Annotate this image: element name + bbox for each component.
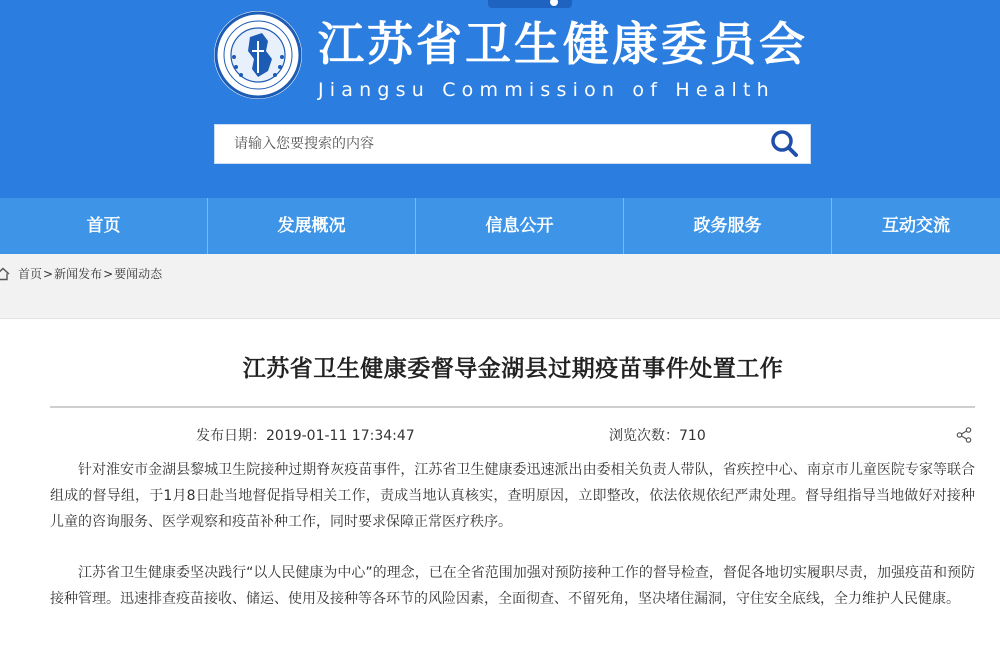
search-button[interactable] bbox=[768, 128, 802, 160]
card-divider bbox=[0, 318, 1000, 319]
breadcrumb-home[interactable]: 首页 bbox=[18, 267, 43, 281]
nav-item-overview[interactable]: 发展概况 bbox=[208, 198, 416, 254]
header-tab-decoration bbox=[488, 0, 572, 8]
nav-item-home[interactable]: 首页 bbox=[0, 198, 208, 254]
search-input[interactable] bbox=[215, 125, 755, 163]
jiangsu-health-emblem-icon[interactable] bbox=[214, 11, 302, 99]
publish-date: 发布日期：2019-01-11 17:34:47 bbox=[196, 428, 415, 444]
article-paragraph: 针对淮安市金湖县黎城卫生院接种过期脊灰疫苗事件，江苏省卫生健康委迅速派出由委相关负责人带队，省疾控中心、南京市儿童医院专家等联合组成的督导组，于1月8日赴当地督促指导相关工作，责成当地认真核实，查明原因，立即整改，依法依规依纪严肃处理。督导组指导当地做好对接种儿童的咨询服务、医学观察和疫苗补种工作，同时要求保障正常医疗秩序。 bbox=[50, 462, 975, 530]
share-icon[interactable] bbox=[955, 426, 973, 444]
site-header bbox=[0, 0, 1000, 198]
site-title: 江苏省卫生健康委员会 bbox=[318, 17, 808, 71]
view-count: 浏览次数：710 bbox=[609, 428, 706, 444]
search-bar bbox=[214, 124, 811, 164]
nav-item-interaction[interactable]: 互动交流 bbox=[882, 216, 950, 236]
site-subtitle: Jiangsu Commission of Health bbox=[318, 79, 775, 101]
breadcrumb-separator: > bbox=[103, 267, 114, 281]
breadcrumb bbox=[0, 265, 162, 283]
breadcrumb-bar bbox=[0, 254, 1000, 318]
article-title: 江苏省卫生健康委督导金湖县过期疫苗事件处置工作 bbox=[242, 356, 784, 382]
title-divider bbox=[50, 406, 975, 408]
main-nav bbox=[0, 198, 1000, 254]
article-paragraph: 江苏省卫生健康委坚决践行“以人民健康为中心”的理念，已在全省范围加强对预防接种工作的督导检查，督促各地切实履职尽责，加强疫苗和预防接种管理。迅速排查疫苗接收、储运、使用及接种等各环节的风险因素，全面彻查、不留死角，坚决堵住漏洞，守住安全底线，全力维护人民健康。 bbox=[50, 565, 975, 607]
home-icon bbox=[0, 267, 10, 281]
breadcrumb-news-release[interactable]: 新闻发布 bbox=[54, 267, 103, 281]
breadcrumb-separator: > bbox=[43, 267, 54, 281]
article-card bbox=[0, 318, 1000, 668]
breadcrumb-key-news[interactable]: 要闻动态 bbox=[114, 267, 163, 281]
nav-item-government-services[interactable]: 政务服务 bbox=[624, 198, 832, 254]
nav-item-info-disclosure[interactable]: 信息公开 bbox=[416, 198, 624, 254]
search-icon bbox=[768, 128, 802, 160]
